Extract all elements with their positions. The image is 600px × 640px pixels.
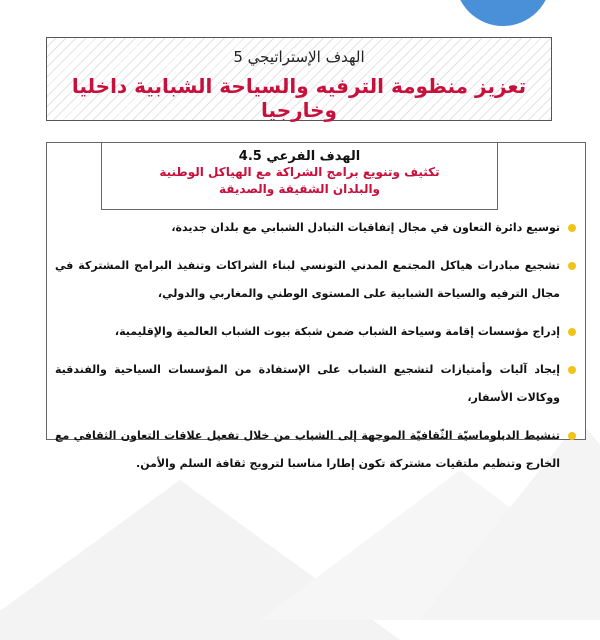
bullet-list	[55, 214, 576, 478]
background-shape	[260, 470, 600, 620]
bullet-dot-icon	[568, 432, 576, 440]
list-item	[55, 318, 576, 346]
list-item	[55, 214, 576, 242]
goal-title: تعزيز منظومة الترفيه والسياحة الشبابية داخليا وخارجيا	[71, 74, 527, 122]
list-item	[55, 422, 576, 478]
background-shape	[0, 480, 400, 640]
goal-label: الهدف الإستراتيجي 5	[233, 48, 365, 66]
decorative-circle	[455, 0, 551, 26]
bullet-dot-icon	[568, 328, 576, 336]
subgoal-label: الهدف الفرعي 4.5	[238, 149, 361, 164]
subgoal-title-line2: والبلدان الشقيقة والصديقة	[218, 182, 381, 196]
subgoal-title-line1: تكثيف وتنويع برامج الشراكة مع الهياكل الوطنية	[159, 165, 440, 179]
bullet-dot-icon	[568, 366, 576, 374]
bullet-dot-icon	[568, 224, 576, 232]
list-item-text: تشجيع مبادرات هياكل المجتمع المدني التونسي لبناء الشراكات وتنفيذ البرامج المشتركة في مجال الترفيه والسياحة الشبابية على المستوى الوطني والمغاربي والدولي،	[55, 259, 560, 300]
subgoal-header	[101, 142, 498, 210]
list-item-text: إيجاد آليات وأمتيازات لتشجيع الشباب على الإستفادة من المؤسسات السياحية والفندقية ووكالات الأسفار،	[55, 363, 560, 404]
list-item-text: تنشيط الدبلوماسيّة الثّقافيّة الموجهة إلى الشباب من خلال تفعيل علاقات التعاون الثقافي مع الخارج وتنظيم ملتقيات مشتركة تكون إطارا مناسبا لترويج ثقافة السلم والأمن.	[55, 429, 560, 470]
list-item-text: توسيع دائرة التعاون في مجال إتفاقيات التبادل الشبابي مع بلدان جديدة،	[171, 221, 560, 234]
list-item	[55, 356, 576, 412]
list-item-text: إدراج مؤسسات إقامة وسياحة الشباب ضمن شبكة بيوت الشباب العالمية والإقليمية،	[114, 325, 560, 338]
list-item	[55, 252, 576, 308]
goal-title-box	[46, 37, 552, 121]
bullet-dot-icon	[568, 262, 576, 270]
